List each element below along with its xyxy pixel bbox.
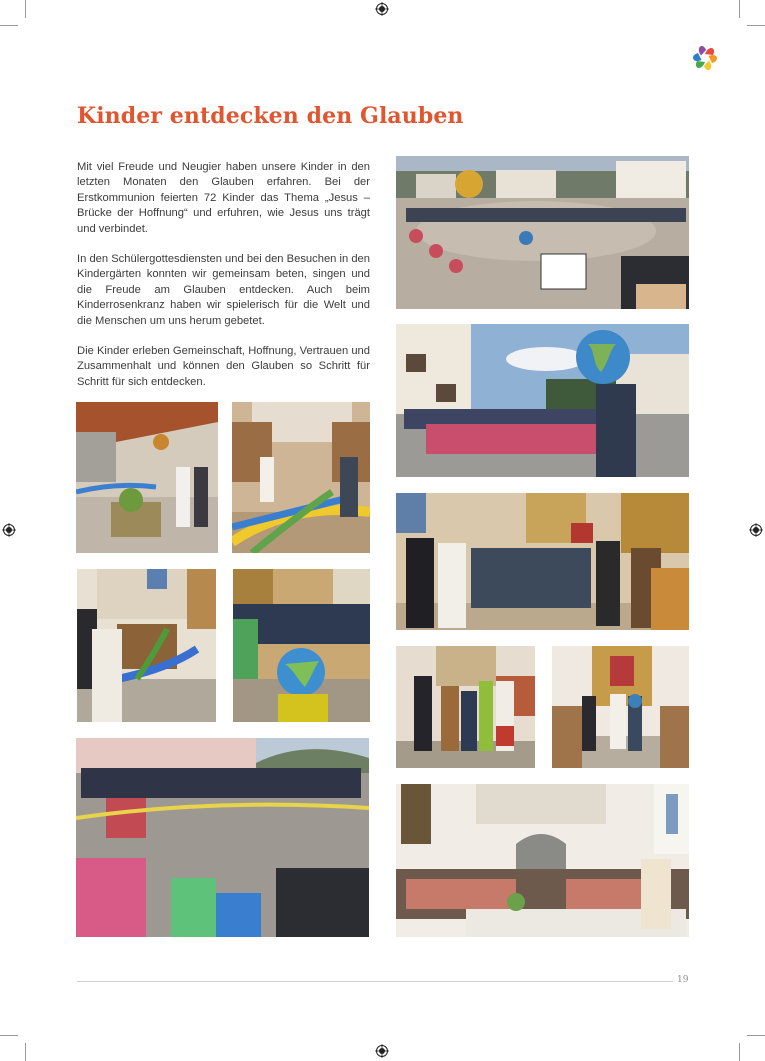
page-title: Kinder entdecken den Glauben [77, 103, 464, 129]
crop-mark-top-right-h [747, 25, 765, 26]
footer-rule [77, 981, 673, 982]
crop-mark-bottom-right-h [747, 1035, 765, 1036]
rainbow-flower-logo [688, 41, 722, 75]
photo-church-children-microphones [396, 493, 689, 630]
page-number: 19 [677, 975, 689, 985]
photo-church-altar-ribbons [77, 569, 216, 722]
crop-mark-bottom-left-h [0, 1035, 18, 1036]
photo-church-interior-singing [396, 784, 689, 937]
paragraph: In den Schülergottesdiensten und bei den Besuchen in den Kindergärten konnten wir gemeinsam beten, singen und die Freude am Glauben entdecken. Auch beim Kinderrosenkranz haben wir spielerisch für die Welt und die Menschen um uns herum gebetet. [77, 253, 370, 327]
crop-mark-top-left-h [0, 25, 18, 26]
paragraph: Die Kinder erleben Gemeinschaft, Hoffnung, Vertrauen und Zusammenhalt und können den Glauben so Schritt für Schritt für sich entdecken. [77, 345, 370, 388]
photo-church-aisle-ribbons [232, 402, 370, 553]
photo-church-altar-children [396, 646, 535, 768]
photo-church-wagon-ribbons [76, 402, 218, 553]
article-body [77, 160, 370, 405]
registration-mark-icon [375, 2, 389, 16]
crop-mark-bottom-left-v [25, 1043, 26, 1061]
paragraph: Mit viel Freude und Neugier haben unsere Kinder in den letzten Monaten den Glauben erfahren. Bei der Erstkommunion feierten 72 Kinder das Thema „Jesus – Brücke der Hoffnung“ und erfuhren, wie Jesus uns trägt und verbindet. [77, 161, 370, 235]
photo-kindergarten-globe [233, 569, 370, 722]
registration-mark-icon [375, 1044, 389, 1058]
photo-globe-group [396, 324, 689, 477]
registration-mark-icon [2, 523, 16, 537]
crop-mark-bottom-right-v [739, 1043, 740, 1061]
registration-mark-icon [749, 523, 763, 537]
photo-outdoor-circle-guitar [396, 156, 689, 309]
photo-church-nave-priest [552, 646, 689, 768]
crop-mark-top-left-v [25, 0, 26, 18]
photo-outdoor-chain-ribbon [76, 738, 369, 937]
crop-mark-top-right-v [739, 0, 740, 18]
